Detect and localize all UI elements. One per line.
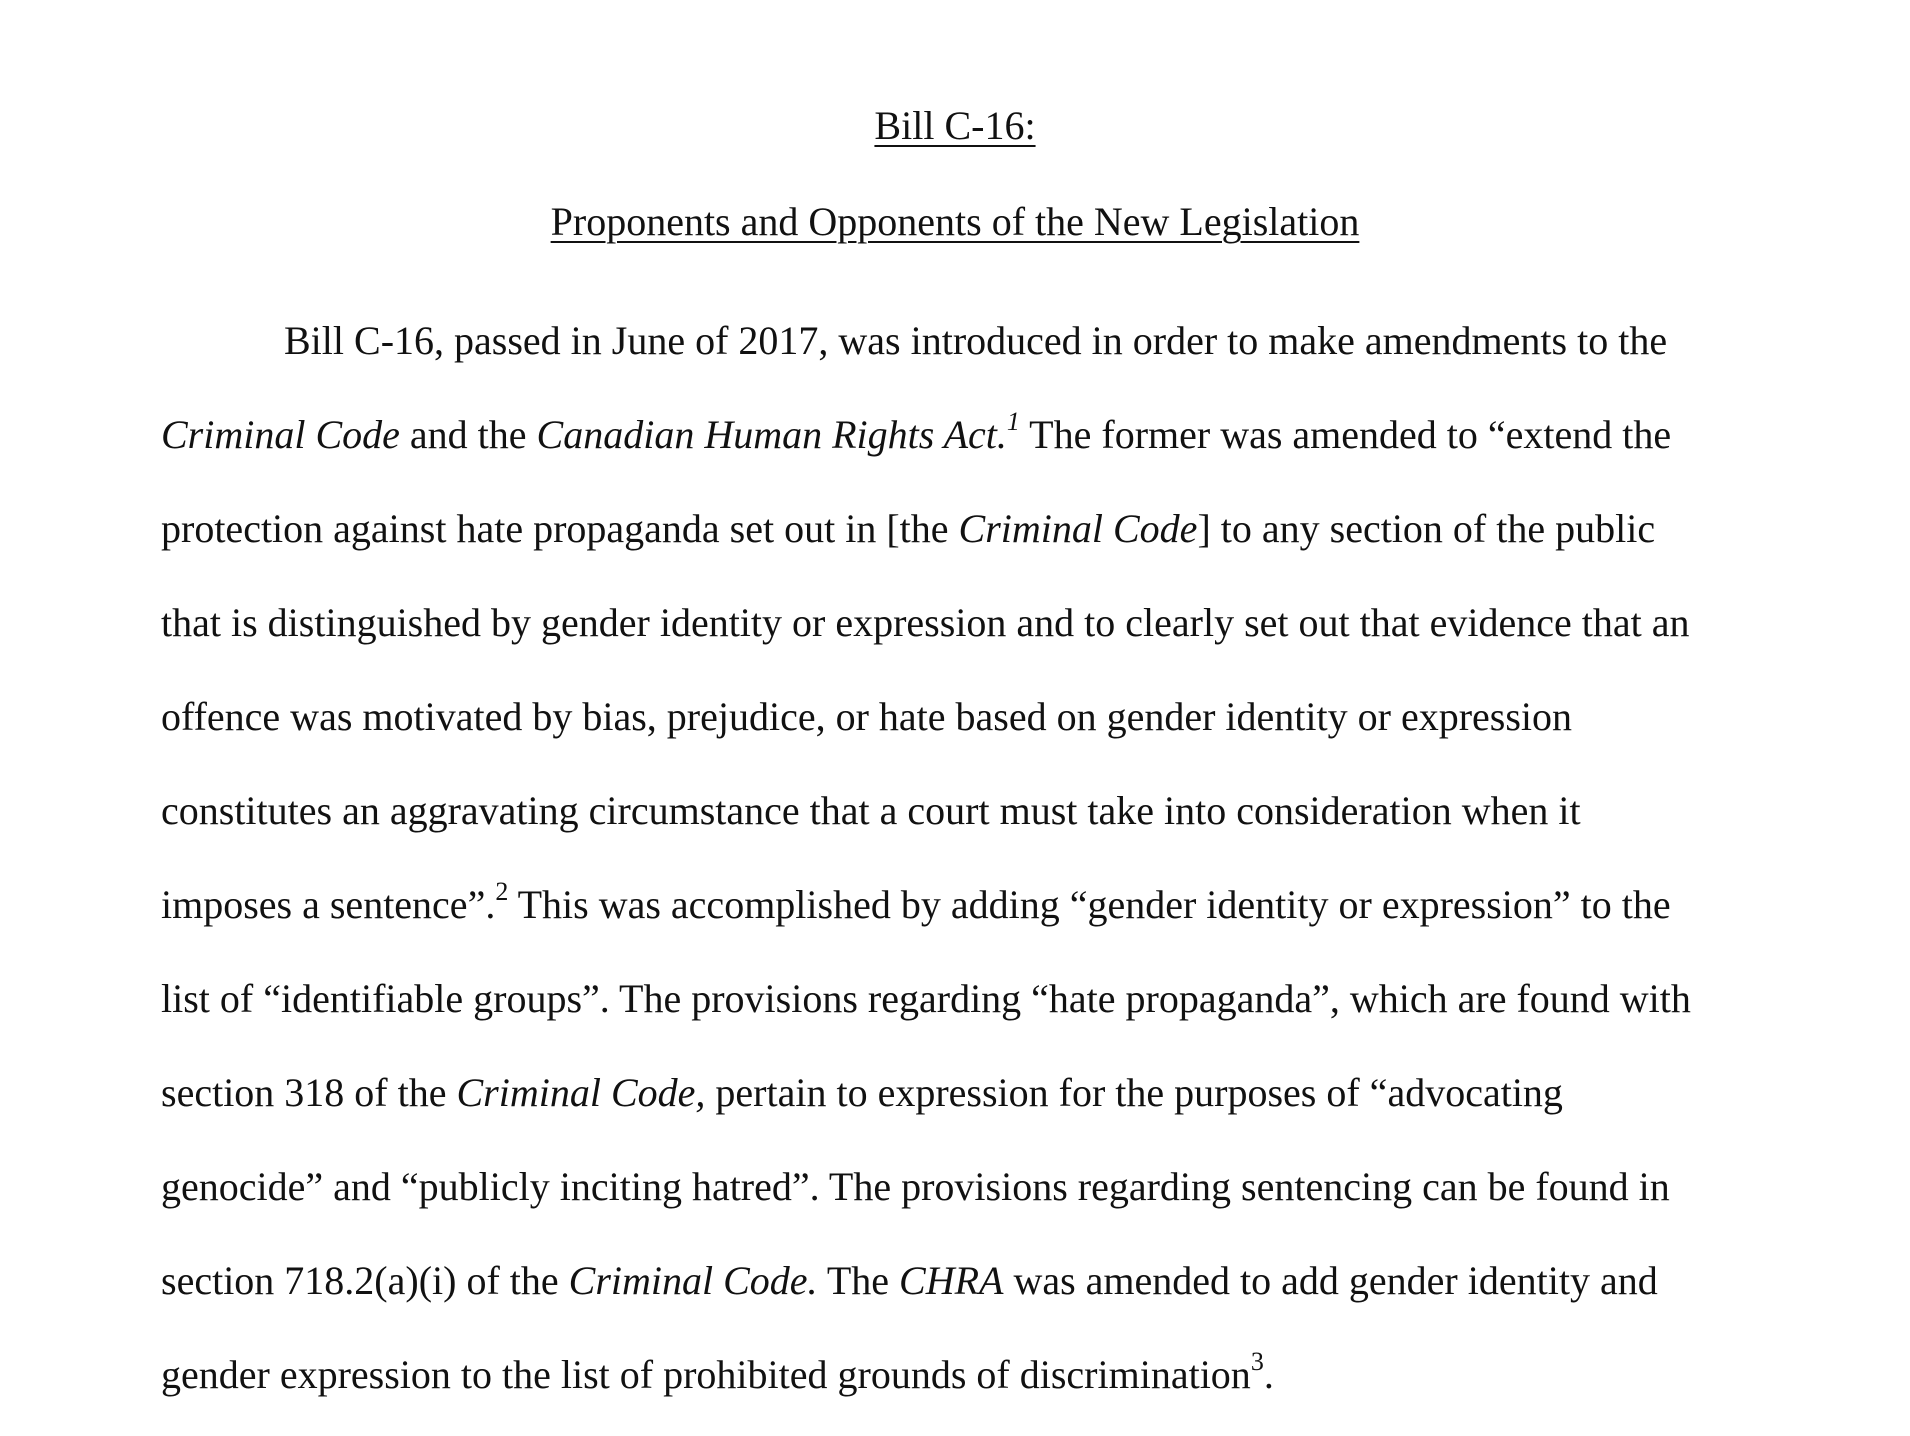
line-text: The xyxy=(817,1258,900,1303)
line-text: pertain to expression for the purposes of “advocating xyxy=(705,1070,1563,1115)
footnote-marker-2: 2 xyxy=(495,876,509,906)
paragraph-line-2 xyxy=(161,406,1672,459)
italic-citation: Criminal Code. xyxy=(568,1258,818,1303)
paragraph-line-11 xyxy=(161,1257,1658,1305)
paragraph-line-9 xyxy=(161,1069,1563,1117)
paragraph-line-1 xyxy=(284,317,1667,365)
line-text: offence was motivated by bias, prejudice, or hate based on gender identity or expression xyxy=(161,694,1573,739)
line-text: The former was amended to “extend the xyxy=(1019,412,1672,457)
italic-acronym: CHRA xyxy=(899,1258,1004,1303)
italic-citation: Canadian Human Rights Act. xyxy=(536,412,1007,457)
line-text: . xyxy=(1263,1352,1274,1397)
line-text: genocide” and “publicly inciting hatred”. The provisions regarding sentencing can be found in xyxy=(161,1164,1670,1209)
document-title xyxy=(0,102,1910,150)
line-text: imposes a sentence”. xyxy=(161,882,496,927)
footnote-number: 1 xyxy=(1006,406,1020,436)
line-text: section 718.2(a)(i) of the xyxy=(161,1258,569,1303)
italic-citation: Criminal Code xyxy=(161,412,400,457)
paragraph-line-4 xyxy=(161,599,1690,647)
paragraph-line-5 xyxy=(161,693,1572,741)
line-text: section 318 of the xyxy=(161,1070,457,1115)
footnote-marker-1 xyxy=(1007,407,1020,436)
line-text: and the xyxy=(399,412,537,457)
document-subtitle-text: Proponents and Opponents of the New Legislation xyxy=(550,199,1360,244)
line-text: ] to any section of the public xyxy=(1197,506,1656,551)
italic-citation: Criminal Code xyxy=(958,506,1198,551)
line-text: This was accomplished by adding “gender identity or expression” to the xyxy=(508,882,1671,927)
paragraph-line-7 xyxy=(161,876,1671,929)
paragraph-line-12 xyxy=(161,1346,1274,1399)
line-text: was amended to add gender identity and xyxy=(1003,1258,1658,1303)
line-text: protection against hate propaganda set out in [the xyxy=(161,506,959,551)
paragraph-line-6 xyxy=(161,787,1581,835)
line-text: that is distinguished by gender identity or expression and to clearly set out that evidence that an xyxy=(161,600,1690,645)
paragraph-line-10 xyxy=(161,1163,1670,1211)
document-subtitle xyxy=(0,198,1910,246)
footnote-marker-3: 3 xyxy=(1250,1346,1264,1376)
line-text: Bill C-16, passed in June of 2017, was introduced in order to make amendments to the xyxy=(284,318,1668,363)
line-text: list of “identifiable groups”. The provisions regarding “hate propaganda”, which are found with xyxy=(161,976,1691,1021)
line-text: constitutes an aggravating circumstance that a court must take into consideration when it xyxy=(161,788,1581,833)
paragraph-line-3 xyxy=(161,505,1655,553)
paragraph-line-8 xyxy=(161,975,1691,1023)
line-text: gender expression to the list of prohibited grounds of discrimination xyxy=(161,1352,1251,1397)
italic-citation: Criminal Code, xyxy=(456,1070,706,1115)
document-title-text: Bill C-16: xyxy=(874,103,1036,148)
